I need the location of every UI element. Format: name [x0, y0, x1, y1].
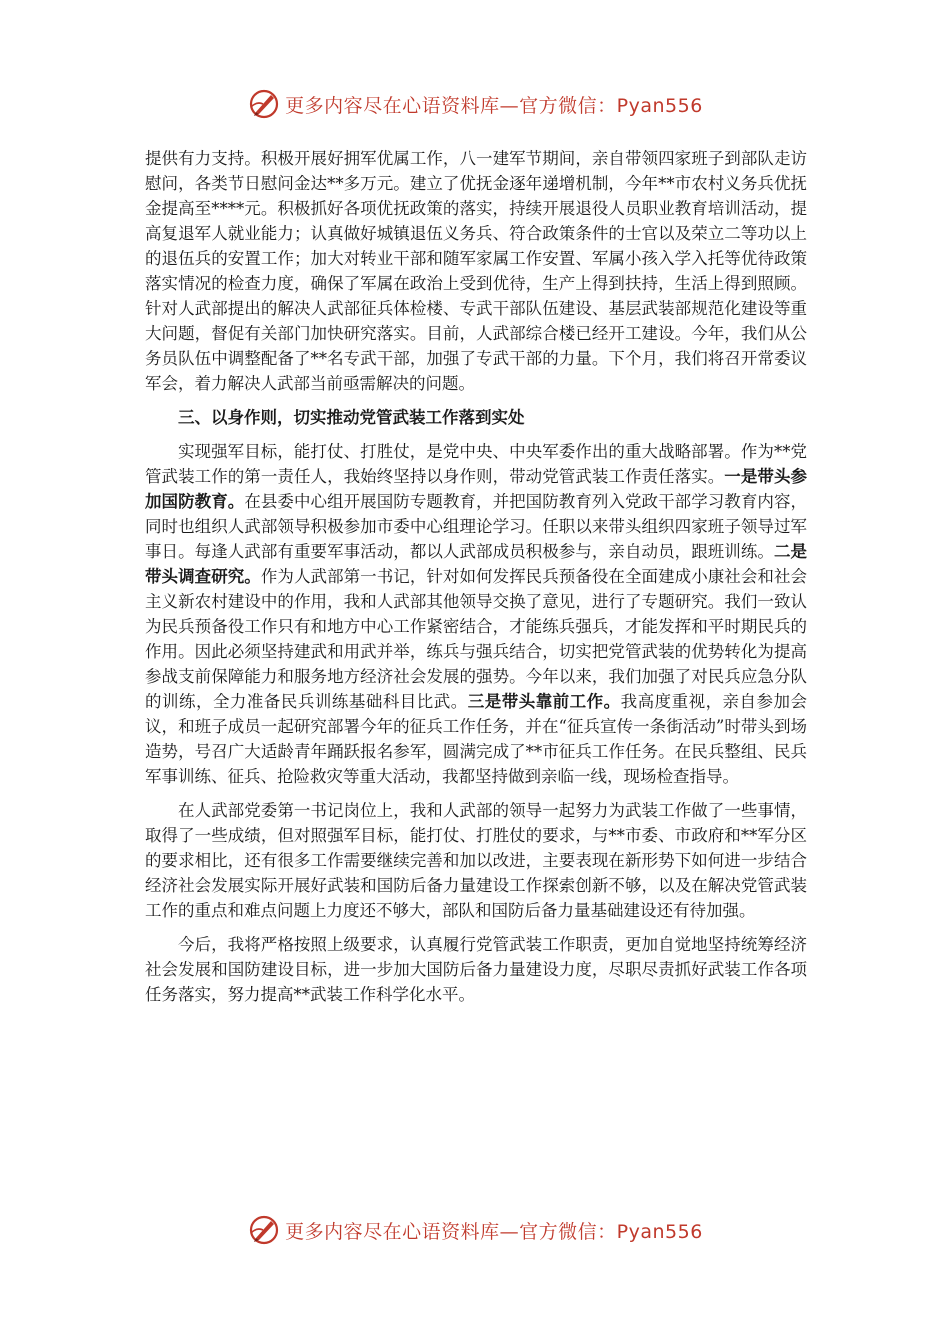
- quill-pen-logo-icon: [247, 1213, 281, 1247]
- paragraph-3: 在人武部党委第一书记岗位上，我和人武部的领导一起努力为武装工作做了一些事情，取得了一些成绩，但对照强军目标，能打仗、打胜仗的要求，与**市委、市政府和**军分区的要求相比，还有很多工作需要继续完善和加以改进，主要表现在新形势下如何进一步结合经济社会发展实际开展好武装和国防后备力量建设工作探索创新不够，以及在解决党管武装工作的重点和难点问题上力度还不够大，部队和国防后备力量基础建设还有待加强。: [145, 801, 807, 920]
- document-body: [145, 146, 807, 1007]
- header-banner: [0, 84, 950, 124]
- footer-banner: [0, 1210, 950, 1250]
- paragraph-4: 今后，我将严格按照上级要求，认真履行党管武装工作职责，更加自觉地坚持统筹经济社会发展和国防建设目标，进一步加大国防后备力量建设力度，尽职尽责抓好武装工作各项任务落实，努力提高**武装工作科学化水平。: [145, 935, 807, 1004]
- banner-text: 更多内容尽在心语资料库—官方微信：Pyan556: [285, 1220, 703, 1243]
- paragraph-2: 实现强军目标，能打仗、打胜仗，是党中央、中央军委作出的重大战略部署。作为**党管武装工作的第一责任人，我始终坚持以身作则，带动党管武装工作责任落实。一是带头参加国防教育。在县委中心组开展国防专题教育，并把国防教育列入党政干部学习教育内容，同时也组织人武部领导积极参加市委中心组理论学习。任职以来带头组织四家班子领导过军事日。每逢人武部有重要军事活动，都以人武部成员积极参与，亲自动员，跟班训练。二是带头调查研究。作为人武部第一书记，针对如何发挥民兵预备役在全面建成小康社会和社会主义新农村建设中的作用，我和人武部其他领导交换了意见，进行了专题研究。我们一致认为民兵预备役工作只有和地方中心工作紧密结合，才能练兵强兵，才能发挥和平时期民兵的作用。因此必须坚持建武和用武并举，练兵与强兵结合，切实把党管武装的优势转化为提高参战支前保障能力和服务地方经济社会发展的强势。今年以来，我们加强了对民兵应急分队的训练，全力准备民兵训练基础科目比武。三是带头靠前工作。我高度重视，亲自参加会议，和班子成员一起研究部署今年的征兵工作任务，并在“征兵宣传一条街活动”时带头到场造势，号召广大适龄青年踊跃报名参军，圆满完成了**市征兵工作任务。在民兵整组、民兵军事训练、征兵、抢险救灾等重大活动，我都坚持做到亲临一线，现场检查指导。: [145, 442, 808, 786]
- wechat-id: Pyan556: [616, 1220, 703, 1243]
- paragraph-1: 提供有力支持。积极开展好拥军优属工作，八一建军节期间，亲自带领四家班子到部队走访慰问，各类节日慰问金达**多万元。建立了优抚金逐年递增机制，今年**市农村义务兵优抚金提高至****元。积极抓好各项优抚政策的落实，持续开展退役人员职业教育培训活动，提高复退军人就业能力；认真做好城镇退伍义务兵、符合政策条件的士官以及荣立二等功以上的退伍兵的安置工作；加大对转业干部和随军家属工作安置、军属小孩入学入托等优待政策落实情况的检查力度，确保了军属在政治上受到优待，生产上得到扶持，生活上得到照顾。针对人武部提出的解决人武部征兵体检楼、专武干部队伍建设、基层武装部规范化建设等重大问题，督促有关部门加快研究落实。目前，人武部综合楼已经开工建设。今年，我们从公务员队伍中调整配备了**名专武干部，加强了专武干部的力量。下个月，我们将召开常委议军会，着力解决人武部当前亟需解决的问题。: [145, 149, 807, 393]
- wechat-id: Pyan556: [616, 94, 703, 117]
- point-2-label: 二是带头调查研究。: [145, 542, 808, 586]
- banner-text: 更多内容尽在心语资料库—官方微信：Pyan556: [285, 94, 703, 117]
- point-1-label: 一是带头参加国防教育。: [145, 467, 808, 511]
- section-heading-3: 三、以身作则，切实推动党管武装工作落到实处: [178, 408, 525, 427]
- point-3-label: 三是带头靠前工作。: [467, 692, 621, 711]
- quill-pen-logo-icon: [247, 87, 281, 121]
